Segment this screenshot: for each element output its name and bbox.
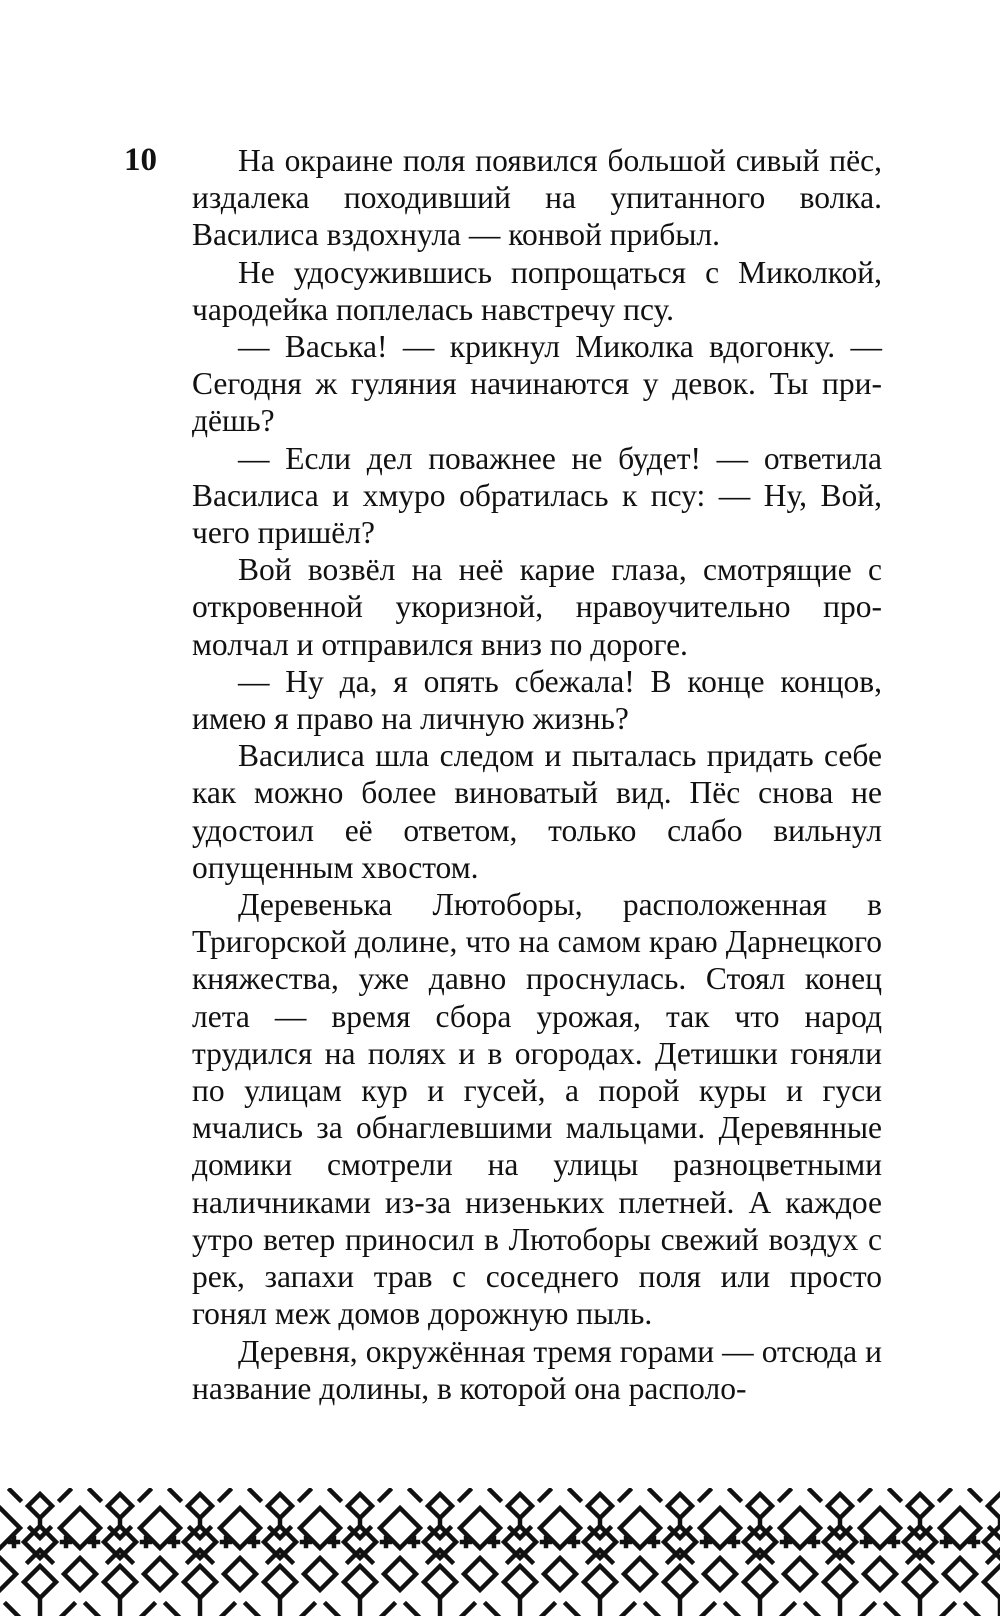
paragraph: Василиса шла следом и пыталась придать себе как можно более виноватый вид. Пёс снова не удостоил её ответом, только слабо вильнул опущенным хвостом. (192, 738, 882, 885)
folk-ornament-border-icon (0, 1488, 1000, 1616)
paragraph: Вой возвёл на неё карие глаза, смотрящие с откровенной укоризной, нравоучительно промолчал и отправился вниз по дороге. (192, 552, 882, 662)
paragraph: Не удосужившись попрощаться с Миколкой, чародейка поплелась навстречу псу. (192, 254, 882, 327)
paragraph: — Если дел поважнее не будет! — ответила Василиса и хмуро обратилась к псу: — Ну, Вой, чего пришёл? (192, 440, 882, 551)
body-text (192, 142, 882, 1407)
paragraph: Деревенька Лютоборы, расположенная в Тригорской долине, что на самом краю Дарнецкого княжества, уже давно проснулась. Стоял конец лета — время сбора урожая, так что народ трудился на полях и в огородах. Детишки гоняли по улицам кур и гусей, а порой куры и гуси мчались за обнаглевшими мальцами. Деревянные домики смотрели на улицы разноцветными наличниками из-за низеньких плетней. А каждое утро ветер приносил в Лютоборы свежий воздух с рек, запахи трав с соседнего поля или просто гонял меж домов дорожную пыль. (192, 887, 882, 1332)
paragraph: Деревня, окружённая тремя горами — отсюда и название долины, в которой она располо- (192, 1333, 882, 1406)
paragraph: На окраине поля появился большой сивый пёс, издалека походивший на упитанного волка. Василиса вздохнула — конвой прибыл. (192, 143, 882, 253)
paragraph: — Ну да, я опять сбежала! В конце концов, имею я право на личную жизнь? (192, 663, 882, 737)
paragraph: — Васька! — крикнул Миколка вдогонку. — Сегодня ж гуляния начинаются у девок. Ты придёшь? (192, 329, 882, 439)
page-number: 10 (124, 142, 157, 178)
